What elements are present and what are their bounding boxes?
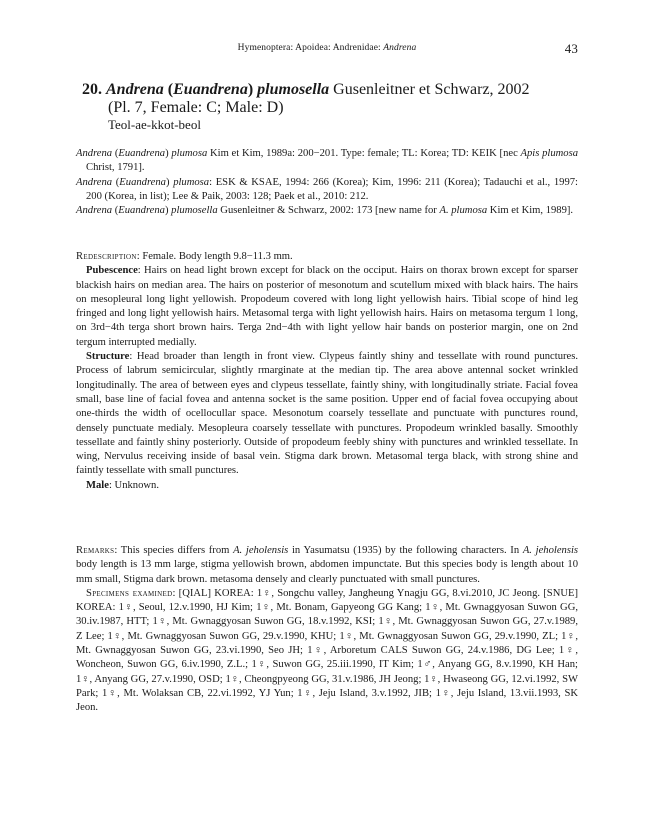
redescription-paragraph [76, 250, 578, 264]
syn-citation: : ESK & KSAE, 1994: 266 (Korea); Kim, 1996: 211 (Korea); Tadauchi et al., 1997: 200 (Korea, in list); Lee & Paik, 2003: 128; Paek et al., 2010: 212. [86, 176, 578, 202]
syn-subgenus: Euandrena [118, 148, 166, 159]
pubescence-text: : Hairs on head light brown except for black on the occiput. Hairs on thorax brown except for sparser blackish hairs on median area. The hairs on posterior of mesonotum and scutellum mixed with black hairs. The hairs on mesopleural long light yellowish. Propodeum covered with long light yellowish hairs. Tibial scope of hind leg fringed and long light yellowish hairs. Metasomal terga with light yellowish hairs. Hairs on metasoma tergum 1 long, on 3rd−4th terga short brown hairs. Terga 2nd−4th with light yellow hair bands on posterior margin, one on 2nd tergum interrupted medially. [76, 265, 578, 348]
syn-epithet: plumosella [171, 205, 218, 217]
syn-paren-close: ) [165, 176, 174, 188]
remarks-heading: Remarks [76, 545, 115, 556]
remarks-section [76, 544, 578, 716]
syn-genus: Andrena [76, 205, 113, 217]
remarks-text: : This species differs from [114, 545, 234, 556]
korean-name: Teol-ae-kkot-beol [108, 117, 201, 132]
structure-text: : Head broader than length in front view. Clypeus faintly shiny and tessellate with round punctures. Process of labrum semicircular, slightly rmarginate at the median tip. The area above antennal socket wrinkled longitudinally. The area of between eyes and clypeus tessellate, faintly shiny, with longitudinally striate. Facial fovea small, base line of facial fovea and antenna socket is the same position. Upper end of facial fovea occupying about one-thirds the width of ocellocullar space. Mesonotum coarsely tessellate and punctuate with punctures round, densely punctuate medialy. Mesopleura coarsely tessellate with punctures. Propodeum wrinkled basally. Smoothly tessellate and faintly shiny posteriorly. Outside of propodeum feebly shiny with punctures and wrinkled tessellate. In wing, Nervulus receiving inside of basal vein. Stigma dark brown. Metasomal terga black, with strong shine and faintly tessellate with small punctures. [76, 351, 578, 477]
redescription-heading: Redescription [76, 251, 137, 262]
running-head [76, 41, 578, 56]
structure-label: Structure [86, 351, 130, 363]
male-paragraph [76, 479, 578, 493]
syn-paren-open: ( [112, 176, 120, 188]
remarks-species-ref: A. jeholensis [233, 545, 289, 556]
species-authority: Gusenleitner et Schwarz, 2002 [333, 81, 530, 98]
species-genus: Andrena [106, 81, 164, 98]
synonymy-list [76, 147, 578, 218]
synonymy-entry [76, 176, 578, 205]
running-head-text: Hymenoptera: Apoidea: Andrenidae: [237, 43, 384, 53]
remarks-text: body length is 13 mm large, stigma yellowish brown, abdomen impunctate. But this species body is length about 10 mm small, Stigma dark brown. metasoma densely and clearly punctuated with small punctures. [76, 559, 578, 585]
specimens-paragraph [76, 587, 578, 716]
pubescence-label: Pubescence [86, 265, 138, 277]
syn-new-name-ref: A. plumosa [439, 205, 488, 217]
male-text: : Unknown. [108, 479, 159, 491]
syn-genus: Andrena [76, 148, 113, 159]
remarks-species-ref: A. jeholensis [522, 545, 579, 556]
syn-tail: Christ, 1791]. [86, 162, 145, 174]
syn-paren-close: ) [164, 205, 172, 217]
specimens-text: : [QIAL] KOREA: 1♀, Songchu valley, Jangheung Ynagju GG, 8.vi.2010, JC Jeong. [SNUE] KOREA: 1♀, Seoul, 12.v.1990, HJ Kim; 1♀, Mt. Bonam, Gapyeong GG Kang; 1♀, Mt. Gwnaggyosan Suwon GG, 30.iv.1987, HTT; 1♀, Mt. Gwnaggyosan Suwon GG, 18.v.1992, KSI; 1♀, Mt. Gwnaggyosan Suwon GG, 27.v.1989, Z Lee; 1♀, Mt. Gwnaggyosan Suwon GG, 29.v.1990, KHU; 1♀, Mt. Gwnaggyosan Suwon GG, 29.v.1990, ZL; 1♀, Mt. Gwnaggyosan Suwon GG, 23.vi.1990, Seo JH; 1♀, Arboretum CALS Suwon GG, 24.v.1986, DG Lee; 1♀, Woncheon, Suwon GG, 6.iv.1990, Z.L.; 1♀, Suwon GG, 25.iii.1990, IT Kim; 1♂, Anyang GG, 8.v.1990, KH Han; 1♀, Anyang GG, 27.v.1990, OSD; 1♀, Cheongpyeong GG, 31.v.1986, JH Jeong; 1♀, Hwaseong GG, 12.vi.1992, SW Park; 1♀, Mt. Wolaksan CB, 22.vi.1992, YJ Yun; 1♀, Jeju Island, 3.v.1992, JIB; 1♀, Jeju Island, 13.vii.1993, SK Jeon. [76, 587, 578, 714]
redescription-intro: : Female. Body length 9.8−11.3 mm. [136, 251, 293, 262]
species-heading [82, 81, 578, 132]
remarks-paragraph [76, 544, 578, 587]
syn-citation: Gusenleitner & Schwarz, 2002: 173 [new name for [217, 205, 440, 217]
syn-epithet: plumosa [173, 176, 210, 188]
structure-paragraph [76, 350, 578, 479]
page-number: 43 [564, 41, 578, 56]
syn-paren-close: ) [165, 148, 172, 159]
pubescence-paragraph [76, 264, 578, 350]
running-head-genus: Andrena [383, 43, 417, 53]
redescription-section [76, 250, 578, 493]
male-label: Male [86, 479, 109, 491]
syn-homonym: Apis plumosa [520, 148, 579, 159]
plate-reference: (Pl. 7, Female: C; Male: D) [108, 99, 284, 116]
syn-epithet: plumosa [171, 148, 208, 159]
species-epithet: plumosella [257, 81, 330, 98]
syn-paren-open: ( [112, 205, 119, 217]
syn-subgenus: Euandrena [119, 176, 166, 188]
specimens-heading: Specimens examined [86, 587, 173, 599]
syn-citation: Kim et Kim, 1989a: 200−201. Type: female; TL: Korea; TD: KEIK [nec [207, 148, 521, 159]
species-subgenus: Euandrena [173, 81, 248, 98]
syn-paren-open: ( [112, 148, 119, 159]
syn-genus: Andrena [76, 176, 113, 188]
synonymy-entry [76, 204, 578, 218]
syn-tail: Kim et Kim, 1989]. [487, 205, 574, 217]
species-subgenus-wrap: (Euandrena) [167, 81, 254, 98]
synonymy-entry [76, 147, 578, 176]
syn-subgenus: Euandrena [118, 205, 165, 217]
remarks-text: in Yasumatsu (1935) by the following characters. In [288, 545, 523, 556]
species-number: 20. [82, 81, 102, 98]
